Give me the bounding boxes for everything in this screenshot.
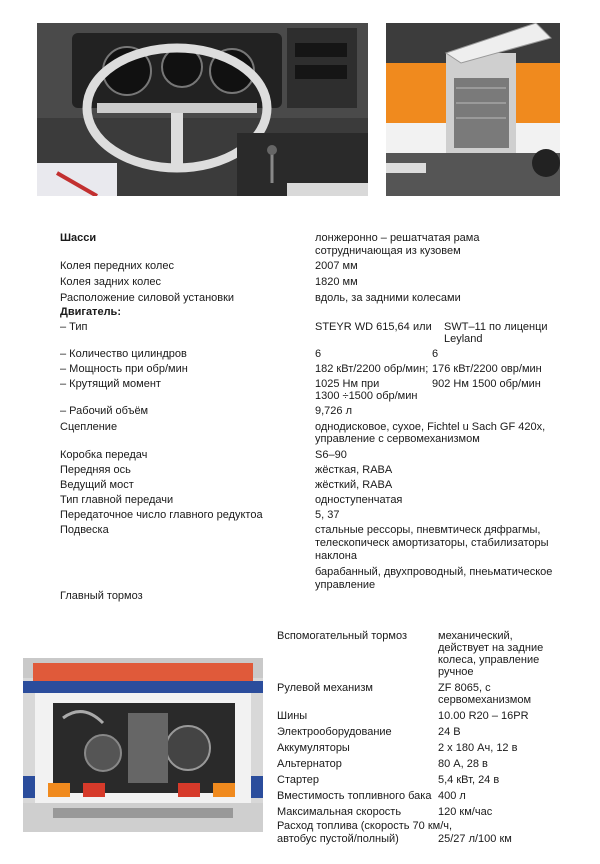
spec-value: S6–90	[315, 449, 347, 461]
spec-label: Стартер	[277, 774, 320, 786]
spec-label: Передняя ось	[60, 464, 131, 476]
spec-value: вдоль, за задними колесами	[315, 292, 461, 304]
engine-torque-value-1: 1025 Нм при	[315, 378, 380, 390]
spec-value: 24 В	[438, 726, 461, 738]
clutch-value-2: управление с сервомеханизмом	[315, 433, 480, 445]
engine-torque-value-2: 902 Нм 1500 обр/мин	[432, 378, 541, 390]
spec-value: 2007 мм	[315, 260, 358, 272]
engine-torque-value-1b: 1300 ÷1500 обр/мин	[315, 390, 418, 402]
spec-label: Вместимость топливного бака	[277, 790, 432, 802]
spec-value: 80 А, 28 в	[438, 758, 488, 770]
engine-volume-label: – Рабочий объём	[60, 405, 149, 417]
spec-value: 1820 мм	[315, 276, 358, 288]
spec-value: одноступенчатая	[315, 494, 403, 506]
spec-label: Расположение силовой установки	[60, 292, 235, 304]
spec-value: 5, 37	[315, 509, 340, 521]
aux-brake-value-3: колеса, управление	[438, 654, 540, 666]
clutch-label: Сцепление	[60, 421, 118, 433]
aux-brake-value-4: ручное	[438, 666, 474, 678]
spec-label: Ведущий мост	[60, 479, 134, 491]
engine-type-label: – Тип	[60, 321, 88, 333]
engine-type-value-2b: Leyland	[444, 333, 483, 345]
engine-type-value-1: STEYR WD 615,64	[315, 321, 410, 333]
suspension-value-1: стальные рессоры, пневмтическ дяфрагмы,	[315, 524, 541, 536]
spec-label: Колея задних колес	[60, 276, 162, 288]
spec-value: жёсткий, RABA	[315, 479, 393, 491]
engine-power-value-2: 176 кВт/2200 овр/мин	[432, 363, 542, 375]
chassis-title: Шасси	[60, 232, 97, 244]
steering-value-2: сервомеханизмом	[438, 694, 532, 706]
engine-illustration	[23, 658, 263, 832]
engine-type-or: или	[413, 321, 432, 333]
spec-label: Тип главной передачи	[60, 494, 174, 506]
engine-title: Двигатель:	[60, 306, 121, 318]
spec-value: 120 км/час	[438, 806, 493, 818]
engine-torque-label: – Крутящий момент	[60, 378, 161, 390]
suspension-value-3: наклона	[315, 550, 357, 562]
spec-label: Аккумуляторы	[277, 742, 350, 754]
spec-label: Электрооборудование	[277, 726, 392, 738]
spec-label: Альтернатор	[277, 758, 342, 770]
engine-type-value-2: SWT–11 по лиценци	[444, 321, 548, 333]
spec-label: Передаточное число главного редуктоа	[60, 509, 263, 521]
main-brake-value-1: барабанный, двухпроводный, пнеьматическое	[315, 566, 553, 578]
fuel-value: 25/27 л/100 км	[438, 833, 512, 845]
spec-label: Колея передних колес	[60, 260, 174, 272]
engine-cyl-label: – Количество цилиндров	[60, 348, 187, 360]
spec-value: 5,4 кВт, 24 в	[438, 774, 500, 786]
steering-value-1: ZF 8065, с	[438, 682, 491, 694]
engine-cyl-value-1: 6	[315, 348, 322, 360]
dashboard-photo	[37, 23, 368, 196]
bus-side-illustration	[386, 23, 560, 196]
spec-value: 2 х 180 Ач, 12 в	[438, 742, 518, 754]
main-brake-value-2: управление	[315, 579, 376, 591]
aux-brake-value-2: действует на задние	[438, 642, 544, 654]
spec-label: Шины	[277, 710, 308, 722]
spec-label: Максимальная скорость	[277, 806, 402, 818]
spec-value: 400 л	[438, 790, 466, 802]
chassis-value-line2: сотрудничающая из кузовем	[315, 245, 461, 257]
dashboard-illustration	[37, 23, 368, 196]
clutch-value-1: однодисковое, сухое, Fichtel u Sach GF 420x,	[315, 421, 546, 433]
suspension-label: Подвеска	[60, 524, 109, 536]
suspension-value-2: телескопическ амортизаторы, стабилизаторы	[315, 537, 549, 549]
aux-brake-value-1: механический,	[438, 630, 513, 642]
engine-volume-value: 9,726 л	[315, 405, 353, 417]
engine-compartment-photo	[23, 658, 263, 832]
aux-brake-label: Вспомогательный тормоз	[277, 630, 407, 642]
spec-value: 10.00 R20 – 16PR	[438, 710, 529, 722]
spec-label: Коробка передач	[60, 449, 148, 461]
main-brake-label: Главный тормоз	[60, 590, 143, 602]
engine-cyl-value-2: 6	[432, 348, 439, 360]
steering-label: Рулевой механизм	[277, 682, 373, 694]
chassis-value-line1: лонжеронно – решатчатая рама	[315, 232, 480, 244]
engine-power-label: – Мощность при обр/мин	[60, 363, 188, 375]
bus-side-panel-photo	[386, 23, 560, 196]
engine-power-value-1: 182 кВт/2200 обр/мин;	[315, 363, 429, 375]
fuel-label-2: автобус пустой/полный)	[277, 833, 399, 845]
fuel-label-1: Расход топлива (скорость 70 км/ч,	[277, 820, 453, 832]
spec-value: жёсткая, RABA	[315, 464, 393, 476]
